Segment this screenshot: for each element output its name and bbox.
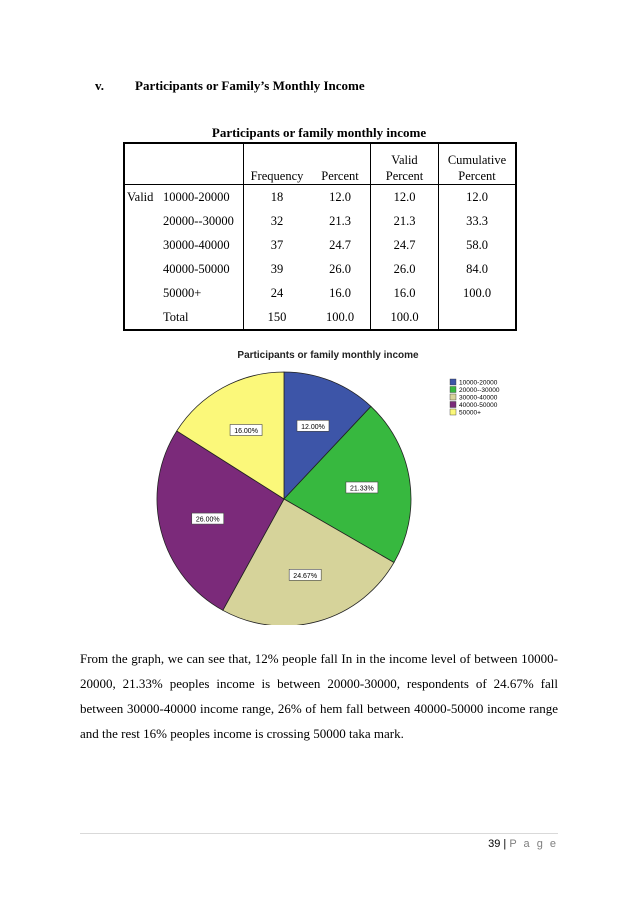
cell-percent: 16.0 bbox=[329, 285, 351, 300]
pie-label bbox=[192, 513, 224, 524]
cell-percent: 24.7 bbox=[329, 237, 351, 252]
table-row bbox=[124, 233, 516, 257]
row-label: 40000-50000 bbox=[163, 261, 230, 276]
section-heading bbox=[95, 78, 365, 94]
table-row bbox=[124, 185, 516, 210]
table-row bbox=[124, 305, 516, 330]
legend-label: 10000-20000 bbox=[459, 379, 498, 387]
pie-label-text: 24.67% bbox=[293, 572, 318, 580]
table-row bbox=[124, 209, 516, 233]
legend-swatch bbox=[450, 394, 456, 400]
cell-frequency: 37 bbox=[244, 233, 311, 257]
cell-cumulative-percent: 12.0 bbox=[439, 185, 517, 210]
cell-percent: 26.0 bbox=[329, 261, 351, 276]
page-footer bbox=[488, 838, 558, 850]
header-valid-percent: Valid Percent bbox=[371, 143, 439, 185]
pie-slices bbox=[157, 372, 411, 625]
legend-swatch bbox=[450, 387, 456, 393]
cell-cumulative-percent: 58.0 bbox=[439, 233, 517, 257]
cell-frequency: 24 bbox=[244, 281, 311, 305]
page-word: P a g e bbox=[509, 838, 558, 850]
header-cumulative-percent: Cumulative Percent bbox=[439, 143, 517, 185]
table-row bbox=[124, 281, 516, 305]
frequency-table bbox=[123, 142, 517, 331]
cell-frequency: 150 bbox=[244, 305, 311, 330]
cell-cumulative-percent: 33.3 bbox=[439, 209, 517, 233]
legend-label: 20000--30000 bbox=[459, 387, 500, 394]
row-label: 50000+ bbox=[163, 285, 202, 300]
cell-cumulative-percent bbox=[439, 305, 517, 330]
legend-swatch bbox=[450, 409, 456, 415]
row-label: 10000-20000 bbox=[163, 189, 230, 204]
page-number: 39 bbox=[488, 838, 501, 850]
cell-cumulative-percent: 84.0 bbox=[439, 257, 517, 281]
cell-valid-percent: 12.0 bbox=[371, 185, 439, 210]
footer-divider bbox=[80, 833, 558, 834]
cell-cumulative-percent: 100.0 bbox=[439, 281, 517, 305]
header-frequency: Frequency bbox=[244, 143, 311, 185]
cell-valid-percent: 100.0 bbox=[371, 305, 439, 330]
pie-label bbox=[230, 424, 262, 435]
cell-frequency: 32 bbox=[244, 209, 311, 233]
pie-label bbox=[297, 420, 329, 431]
pie-label-text: 16.00% bbox=[234, 427, 258, 435]
section-number: v. bbox=[95, 78, 105, 93]
legend-swatch bbox=[450, 379, 456, 385]
row-label: 20000--30000 bbox=[163, 213, 234, 228]
table-row bbox=[124, 257, 516, 281]
cell-percent: 100.0 bbox=[325, 309, 355, 324]
pie-label bbox=[289, 569, 321, 580]
pie-label-text: 26.00% bbox=[195, 516, 220, 524]
pie-label-text: 21.33% bbox=[350, 485, 374, 493]
body-paragraph: From the graph, we can see that, 12% people fall In in the income level of between 10000-20000, 21.33% peoples income is between 20000-30000, respondents of 24.67% fall between 30000-40000 income range, 26% of hem fall between 40000-50000 income range and the rest 16% peoples income is crossing 50000 taka mark. bbox=[80, 651, 558, 741]
header-percent: Percent bbox=[310, 143, 371, 185]
cell-valid-percent: 26.0 bbox=[371, 257, 439, 281]
row-label: 30000-40000 bbox=[163, 237, 230, 252]
cell-percent: 12.0 bbox=[329, 189, 351, 204]
cell-valid-percent: 24.7 bbox=[371, 233, 439, 257]
chart-legend bbox=[450, 379, 500, 417]
legend-swatch bbox=[450, 402, 456, 408]
chart-title: Participants or family monthly income bbox=[237, 350, 419, 361]
legend-label: 50000+ bbox=[459, 409, 481, 417]
cell-valid-percent: 16.0 bbox=[371, 281, 439, 305]
section-title: Participants or Family’s Monthly Income bbox=[135, 78, 365, 93]
legend-label: 40000-50000 bbox=[459, 402, 498, 409]
cell-percent: 21.3 bbox=[329, 213, 351, 228]
cell-frequency: 39 bbox=[244, 257, 311, 281]
page-separator: | bbox=[503, 838, 507, 850]
pie-label-text: 12.00% bbox=[301, 423, 325, 431]
cell-frequency: 18 bbox=[244, 185, 311, 210]
legend-label: 30000-40000 bbox=[459, 394, 498, 402]
pie-chart bbox=[152, 345, 512, 625]
group-label: Valid bbox=[127, 189, 154, 204]
table-title: Participants or family monthly income bbox=[211, 125, 427, 140]
row-label: Total bbox=[163, 309, 189, 324]
cell-valid-percent: 21.3 bbox=[371, 209, 439, 233]
pie-label bbox=[346, 482, 378, 493]
